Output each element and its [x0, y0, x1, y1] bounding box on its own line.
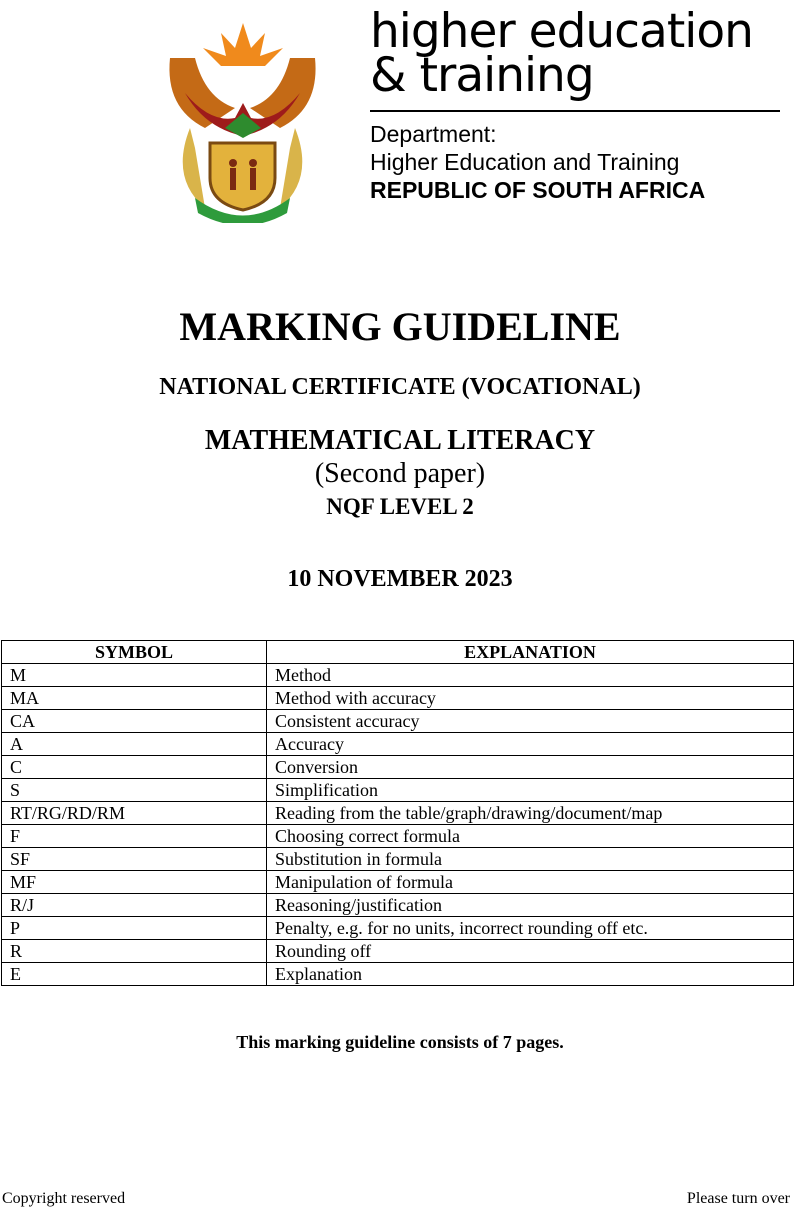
table-row: [2, 802, 794, 825]
exam-date: 10 NOVEMBER 2023: [287, 566, 513, 592]
brand-wordmark: [370, 4, 753, 103]
table-row: [2, 848, 794, 871]
table-row: [2, 756, 794, 779]
symbol-cell: P: [2, 917, 267, 940]
brand-line-2: & training: [370, 48, 594, 103]
explanation-cell: Explanation: [267, 963, 794, 986]
table-row: [2, 871, 794, 894]
document-title: MARKING GUIDELINE: [179, 304, 621, 349]
symbol-cell: MF: [2, 871, 267, 894]
explanation-cell: Rounding off: [267, 940, 794, 963]
coat-of-arms-logo: [165, 18, 320, 223]
symbol-cell: SF: [2, 848, 267, 871]
table-row: [2, 664, 794, 687]
symbol-cell: M: [2, 664, 267, 687]
symbol-cell: A: [2, 733, 267, 756]
explanation-cell: Method: [267, 664, 794, 687]
explanation-cell: Reasoning/justification: [267, 894, 794, 917]
footer-turn-over: Please turn over: [686, 1190, 790, 1207]
paper-name: (Second paper): [314, 458, 486, 489]
department-label: Department:: [370, 121, 497, 147]
department-name: Higher Education and Training: [370, 149, 680, 175]
symbol-cell: CA: [2, 710, 267, 733]
footer-copyright: Copyright reserved: [2, 1190, 126, 1207]
symbol-cell: MA: [2, 687, 267, 710]
symbol-cell: RT/RG/RD/RM: [2, 802, 267, 825]
explanation-cell: Simplification: [267, 779, 794, 802]
symbol-cell: C: [2, 756, 267, 779]
symbol-cell: R/J: [2, 894, 267, 917]
table-row: [2, 710, 794, 733]
symbol-cell: R: [2, 940, 267, 963]
explanation-cell: Choosing correct formula: [267, 825, 794, 848]
page-count-note: This marking guideline consists of 7 pages.: [236, 1032, 564, 1052]
symbol-cell: S: [2, 779, 267, 802]
country-name: REPUBLIC OF SOUTH AFRICA: [370, 177, 706, 203]
table-header-row: [2, 641, 794, 664]
table-row: [2, 687, 794, 710]
explanation-cell: Manipulation of formula: [267, 871, 794, 894]
symbol-table: [1, 640, 794, 986]
explanation-cell: Penalty, e.g. for no units, incorrect rounding off etc.: [267, 917, 794, 940]
subject-name: MATHEMATICAL LITERACY: [204, 425, 596, 456]
table-row: [2, 825, 794, 848]
table-row: [2, 917, 794, 940]
symbol-cell: F: [2, 825, 267, 848]
nqf-level: NQF LEVEL 2: [326, 494, 474, 519]
table-row: [2, 894, 794, 917]
explanation-cell: Accuracy: [267, 733, 794, 756]
symbol-cell: E: [2, 963, 267, 986]
certificate-name: NATIONAL CERTIFICATE (VOCATIONAL): [159, 374, 641, 400]
header-symbol: SYMBOL: [2, 641, 267, 664]
brand-divider: [370, 110, 780, 112]
table-row: [2, 963, 794, 986]
explanation-cell: Reading from the table/graph/drawing/document/map: [267, 802, 794, 825]
department-block: [370, 120, 705, 204]
explanation-cell: Method with accuracy: [267, 687, 794, 710]
brand-line-1: higher education: [370, 4, 753, 59]
explanation-cell: Conversion: [267, 756, 794, 779]
table-row: [2, 940, 794, 963]
table-row: [2, 779, 794, 802]
explanation-cell: Substitution in formula: [267, 848, 794, 871]
explanation-cell: Consistent accuracy: [267, 710, 794, 733]
header-explanation: EXPLANATION: [267, 641, 794, 664]
table-row: [2, 733, 794, 756]
